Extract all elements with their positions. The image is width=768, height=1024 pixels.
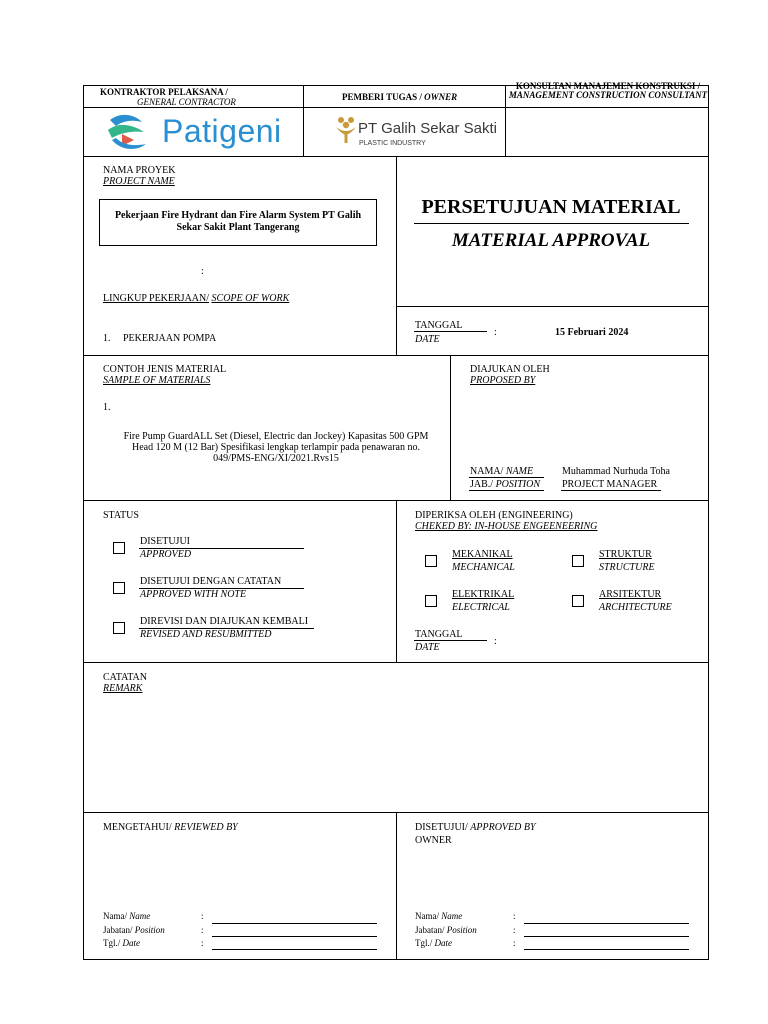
reviewed-date-colon: : bbox=[201, 938, 204, 948]
checked-label: DIPERIKSA OLEH (ENGINEERING) CHEKED BY: IN-HOUSE ENGEENEERING bbox=[415, 510, 598, 532]
proposed-name-line bbox=[469, 477, 544, 478]
checked-date-colon: : bbox=[494, 636, 497, 647]
owner-label: PEMBERI TUGAS / OWNER bbox=[342, 92, 458, 102]
approved-position-field[interactable] bbox=[524, 936, 689, 937]
status-revised-text: DIREVISI DAN DIAJUKAN KEMBALI REVISED AND RESUBMITTED bbox=[140, 616, 309, 640]
signature-divider bbox=[396, 812, 397, 960]
checked-date-line bbox=[414, 640, 487, 641]
approved-name-label: Nama/ Name bbox=[415, 911, 463, 921]
reviewed-label: MENGETAHUI/ REVIEWED BY bbox=[103, 822, 238, 833]
status-approved-text: DISETUJUI APPROVED bbox=[140, 536, 192, 560]
status-label: STATUS bbox=[103, 510, 139, 521]
approved-date-label: Tgl./ Date bbox=[415, 938, 452, 948]
reviewed-name-colon: : bbox=[201, 911, 204, 921]
reviewed-name-label: Nama/ Name bbox=[103, 911, 151, 921]
architecture-text: ARSITEKTUR ARCHITECTURE bbox=[599, 589, 672, 613]
project-name-value: Pekerjaan Fire Hydrant dan Fire Alarm System PT Galih Sekar Sakit Plant Tangerang bbox=[114, 210, 362, 233]
status-approved-note-text: DISETUJUI DENGAN CATATAN APPROVED WITH NOTE bbox=[140, 576, 282, 600]
status-divider bbox=[396, 500, 397, 662]
approved-position-label: Jabatan/ Position bbox=[415, 925, 477, 935]
project-title-divider bbox=[396, 156, 397, 355]
title-underline bbox=[414, 223, 689, 224]
galih-logo-icon bbox=[332, 114, 360, 144]
status-approved-note-checkbox[interactable] bbox=[113, 582, 125, 594]
reviewed-date-label: Tgl./ Date bbox=[103, 938, 140, 948]
status-revised-checkbox[interactable] bbox=[113, 622, 125, 634]
approved-name-field[interactable] bbox=[524, 923, 689, 924]
approved-label: DISETUJUI/ APPROVED BY OWNER bbox=[415, 822, 536, 846]
status-bottom-line bbox=[83, 662, 709, 663]
title-date-value: 15 Februari 2024 bbox=[555, 327, 629, 338]
title-date-label: TANGGAL DATE bbox=[415, 320, 463, 345]
reviewed-date-field[interactable] bbox=[212, 949, 377, 950]
reviewed-position-field[interactable] bbox=[212, 936, 377, 937]
proposed-name-value: Muhammad Nurhuda Toha bbox=[562, 466, 670, 477]
checked-date-label: TANGGAL DATE bbox=[415, 629, 463, 653]
approved-date-colon: : bbox=[513, 938, 516, 948]
scope-label: LINGKUP PEKERJAAN/ SCOPE OF WORK bbox=[103, 293, 290, 304]
proposed-name-label: NAMA/ NAME bbox=[470, 466, 534, 477]
proposed-position-label: JAB./ POSITION bbox=[470, 479, 541, 490]
approved-position-colon: : bbox=[513, 925, 516, 935]
project-name-label: NAMA PROYEK PROJECT NAME bbox=[103, 165, 176, 187]
patigeni-logo: Patigeni bbox=[104, 110, 294, 154]
title-date-colon: : bbox=[494, 327, 497, 338]
patigeni-logo-icon bbox=[104, 110, 152, 154]
status-revised-line bbox=[139, 628, 314, 629]
proposed-position-line bbox=[469, 490, 544, 491]
reviewed-position-label: Jabatan/ Position bbox=[103, 925, 165, 935]
galih-logo: PT Galih Sekar Sakti PLASTIC INDUSTRY bbox=[330, 112, 500, 154]
proposed-position-value: PROJECT MANAGER bbox=[562, 479, 658, 490]
project-bottom-line bbox=[83, 355, 709, 356]
project-colon: : bbox=[201, 266, 204, 277]
status-approved-note-line bbox=[139, 588, 304, 589]
structure-text: STRUKTUR STRUCTURE bbox=[599, 549, 655, 573]
header-col-divider-1 bbox=[303, 85, 304, 156]
header-divider bbox=[83, 107, 709, 108]
material-number: 1. bbox=[103, 402, 111, 413]
contractor-label-en: GENERAL CONTRACTOR bbox=[137, 97, 236, 107]
structure-checkbox[interactable] bbox=[572, 555, 584, 567]
approved-name-colon: : bbox=[513, 911, 516, 921]
material-label: CONTOH JENIS MATERIAL SAMPLE OF MATERIALS bbox=[103, 364, 227, 386]
mechanical-text: MEKANIKAL MECHANICAL bbox=[452, 549, 515, 573]
page-subtitle: MATERIAL APPROVAL bbox=[451, 230, 651, 251]
title-date-divider bbox=[396, 306, 709, 307]
approved-date-field[interactable] bbox=[524, 949, 689, 950]
electrical-checkbox[interactable] bbox=[425, 595, 437, 607]
contractor-label: KONTRAKTOR PELAKSANA / bbox=[100, 87, 228, 97]
architecture-checkbox[interactable] bbox=[572, 595, 584, 607]
scope-item: 1. PEKERJAAN POMPA bbox=[103, 333, 217, 344]
proposed-label: DIAJUKAN OLEH PROPOSED BY bbox=[470, 364, 550, 386]
proposed-value-line bbox=[561, 490, 661, 491]
page-title: PERSETUJUAN MATERIAL bbox=[421, 196, 681, 218]
reviewed-name-field[interactable] bbox=[212, 923, 377, 924]
remark-area[interactable] bbox=[100, 700, 700, 805]
consultant-label: KONSULTAN MANAJEMEN KONSTRUKSI / MANAGEMENT CONSTRUCTION CONSULTANT bbox=[508, 81, 708, 100]
title-date-label-line bbox=[414, 331, 487, 332]
remark-label: CATATAN REMARK bbox=[103, 672, 147, 694]
electrical-text: ELEKTRIKAL ELECTRICAL bbox=[452, 589, 515, 613]
status-approved-line bbox=[139, 548, 304, 549]
reviewed-position-colon: : bbox=[201, 925, 204, 935]
material-divider bbox=[450, 355, 451, 500]
material-description: Fire Pump GuardALL Set (Diesel, Electric dan Jockey) Kapasitas 500 GPM Head 120 M (12 Bar) Spesifikasi lengkap terlampir pada penawaran no. 049/PMS-ENG/XI/2021.Rvs15 bbox=[123, 431, 429, 464]
mechanical-checkbox[interactable] bbox=[425, 555, 437, 567]
status-approved-checkbox[interactable] bbox=[113, 542, 125, 554]
